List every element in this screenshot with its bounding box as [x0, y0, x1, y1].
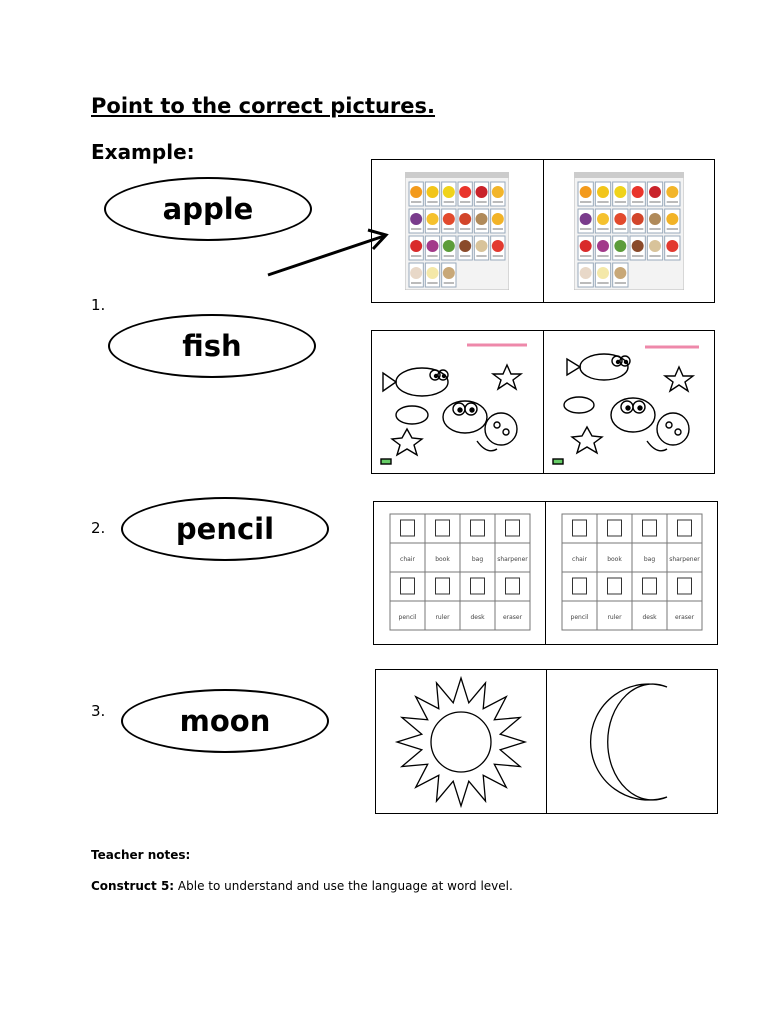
word-apple: apple — [162, 192, 254, 226]
stationery-label: bag — [643, 556, 655, 563]
picture-pair-stationery — [373, 501, 718, 645]
chair-icon — [400, 520, 414, 536]
fruit-chart-picture-right[interactable] — [544, 160, 715, 302]
eraser-icon — [677, 578, 691, 594]
ruler-icon — [607, 578, 621, 594]
construct-label: Construct 5: — [91, 879, 175, 893]
desk-icon — [470, 578, 484, 594]
stationery-label: sharpener — [668, 556, 700, 563]
desk-icon — [642, 578, 656, 594]
fruit-grid-image — [405, 172, 509, 290]
moon-picture[interactable] — [547, 670, 717, 813]
stationery-picture-left[interactable] — [374, 502, 546, 644]
stationery-label: sharpener — [496, 556, 528, 563]
stationery-label: chair — [399, 556, 415, 563]
stationery-label: eraser — [674, 614, 694, 621]
stationery-label: ruler — [434, 614, 450, 621]
pencil-icon — [572, 578, 586, 594]
sea-animals-picture-left[interactable] — [372, 331, 544, 473]
stationery-label: desk — [469, 614, 485, 621]
bag-icon — [470, 520, 484, 536]
word-pencil: pencil — [175, 512, 275, 546]
sun-picture[interactable] — [376, 670, 547, 813]
sea-animals-image — [549, 337, 709, 467]
stationery-label: bag — [471, 556, 483, 563]
page-title: Point to the correct pictures. — [91, 94, 436, 118]
stationery-label: desk — [641, 614, 657, 621]
stationery-label: book — [606, 556, 622, 563]
moon-icon — [557, 672, 707, 812]
stationery-label: pencil — [570, 614, 588, 621]
word-oval-pencil — [121, 497, 329, 561]
stationery-chart-image — [558, 510, 706, 636]
word-fish: fish — [182, 329, 242, 363]
fruit-grid-image — [574, 172, 684, 290]
teacher-notes-heading: Teacher notes: — [91, 848, 191, 862]
construct-text: Able to understand and use the language at word level. — [174, 879, 513, 893]
teacher-notes-construct — [91, 879, 513, 893]
stationery-chart-image — [386, 510, 534, 636]
item-number-2: 2. — [91, 519, 106, 537]
sharpener-icon — [677, 520, 691, 536]
bag-icon — [642, 520, 656, 536]
stationery-label: book — [434, 556, 450, 563]
sun-icon — [386, 672, 536, 812]
sea-animals-picture-right[interactable] — [544, 331, 715, 473]
pencil-icon — [400, 578, 414, 594]
chair-icon — [572, 520, 586, 536]
example-label: Example: — [91, 140, 195, 164]
picture-pair-fruits — [371, 159, 715, 303]
sea-animals-image — [377, 337, 537, 467]
stationery-label: pencil — [398, 614, 416, 621]
stationery-picture-right[interactable] — [546, 502, 717, 644]
book-icon — [435, 520, 449, 536]
picture-pair-sky — [375, 669, 718, 814]
word-moon: moon — [179, 704, 271, 738]
stationery-label: ruler — [606, 614, 622, 621]
fruit-chart-picture-left[interactable] — [372, 160, 544, 302]
word-oval-fish — [108, 314, 316, 378]
eraser-icon — [505, 578, 519, 594]
stationery-label: eraser — [502, 614, 522, 621]
ruler-icon — [435, 578, 449, 594]
picture-pair-sea-animals — [371, 330, 715, 474]
sharpener-icon — [505, 520, 519, 536]
item-number-3: 3. — [91, 702, 106, 720]
stationery-label: chair — [571, 556, 587, 563]
item-number-1: 1. — [91, 296, 106, 314]
book-icon — [607, 520, 621, 536]
word-oval-moon — [121, 689, 329, 753]
